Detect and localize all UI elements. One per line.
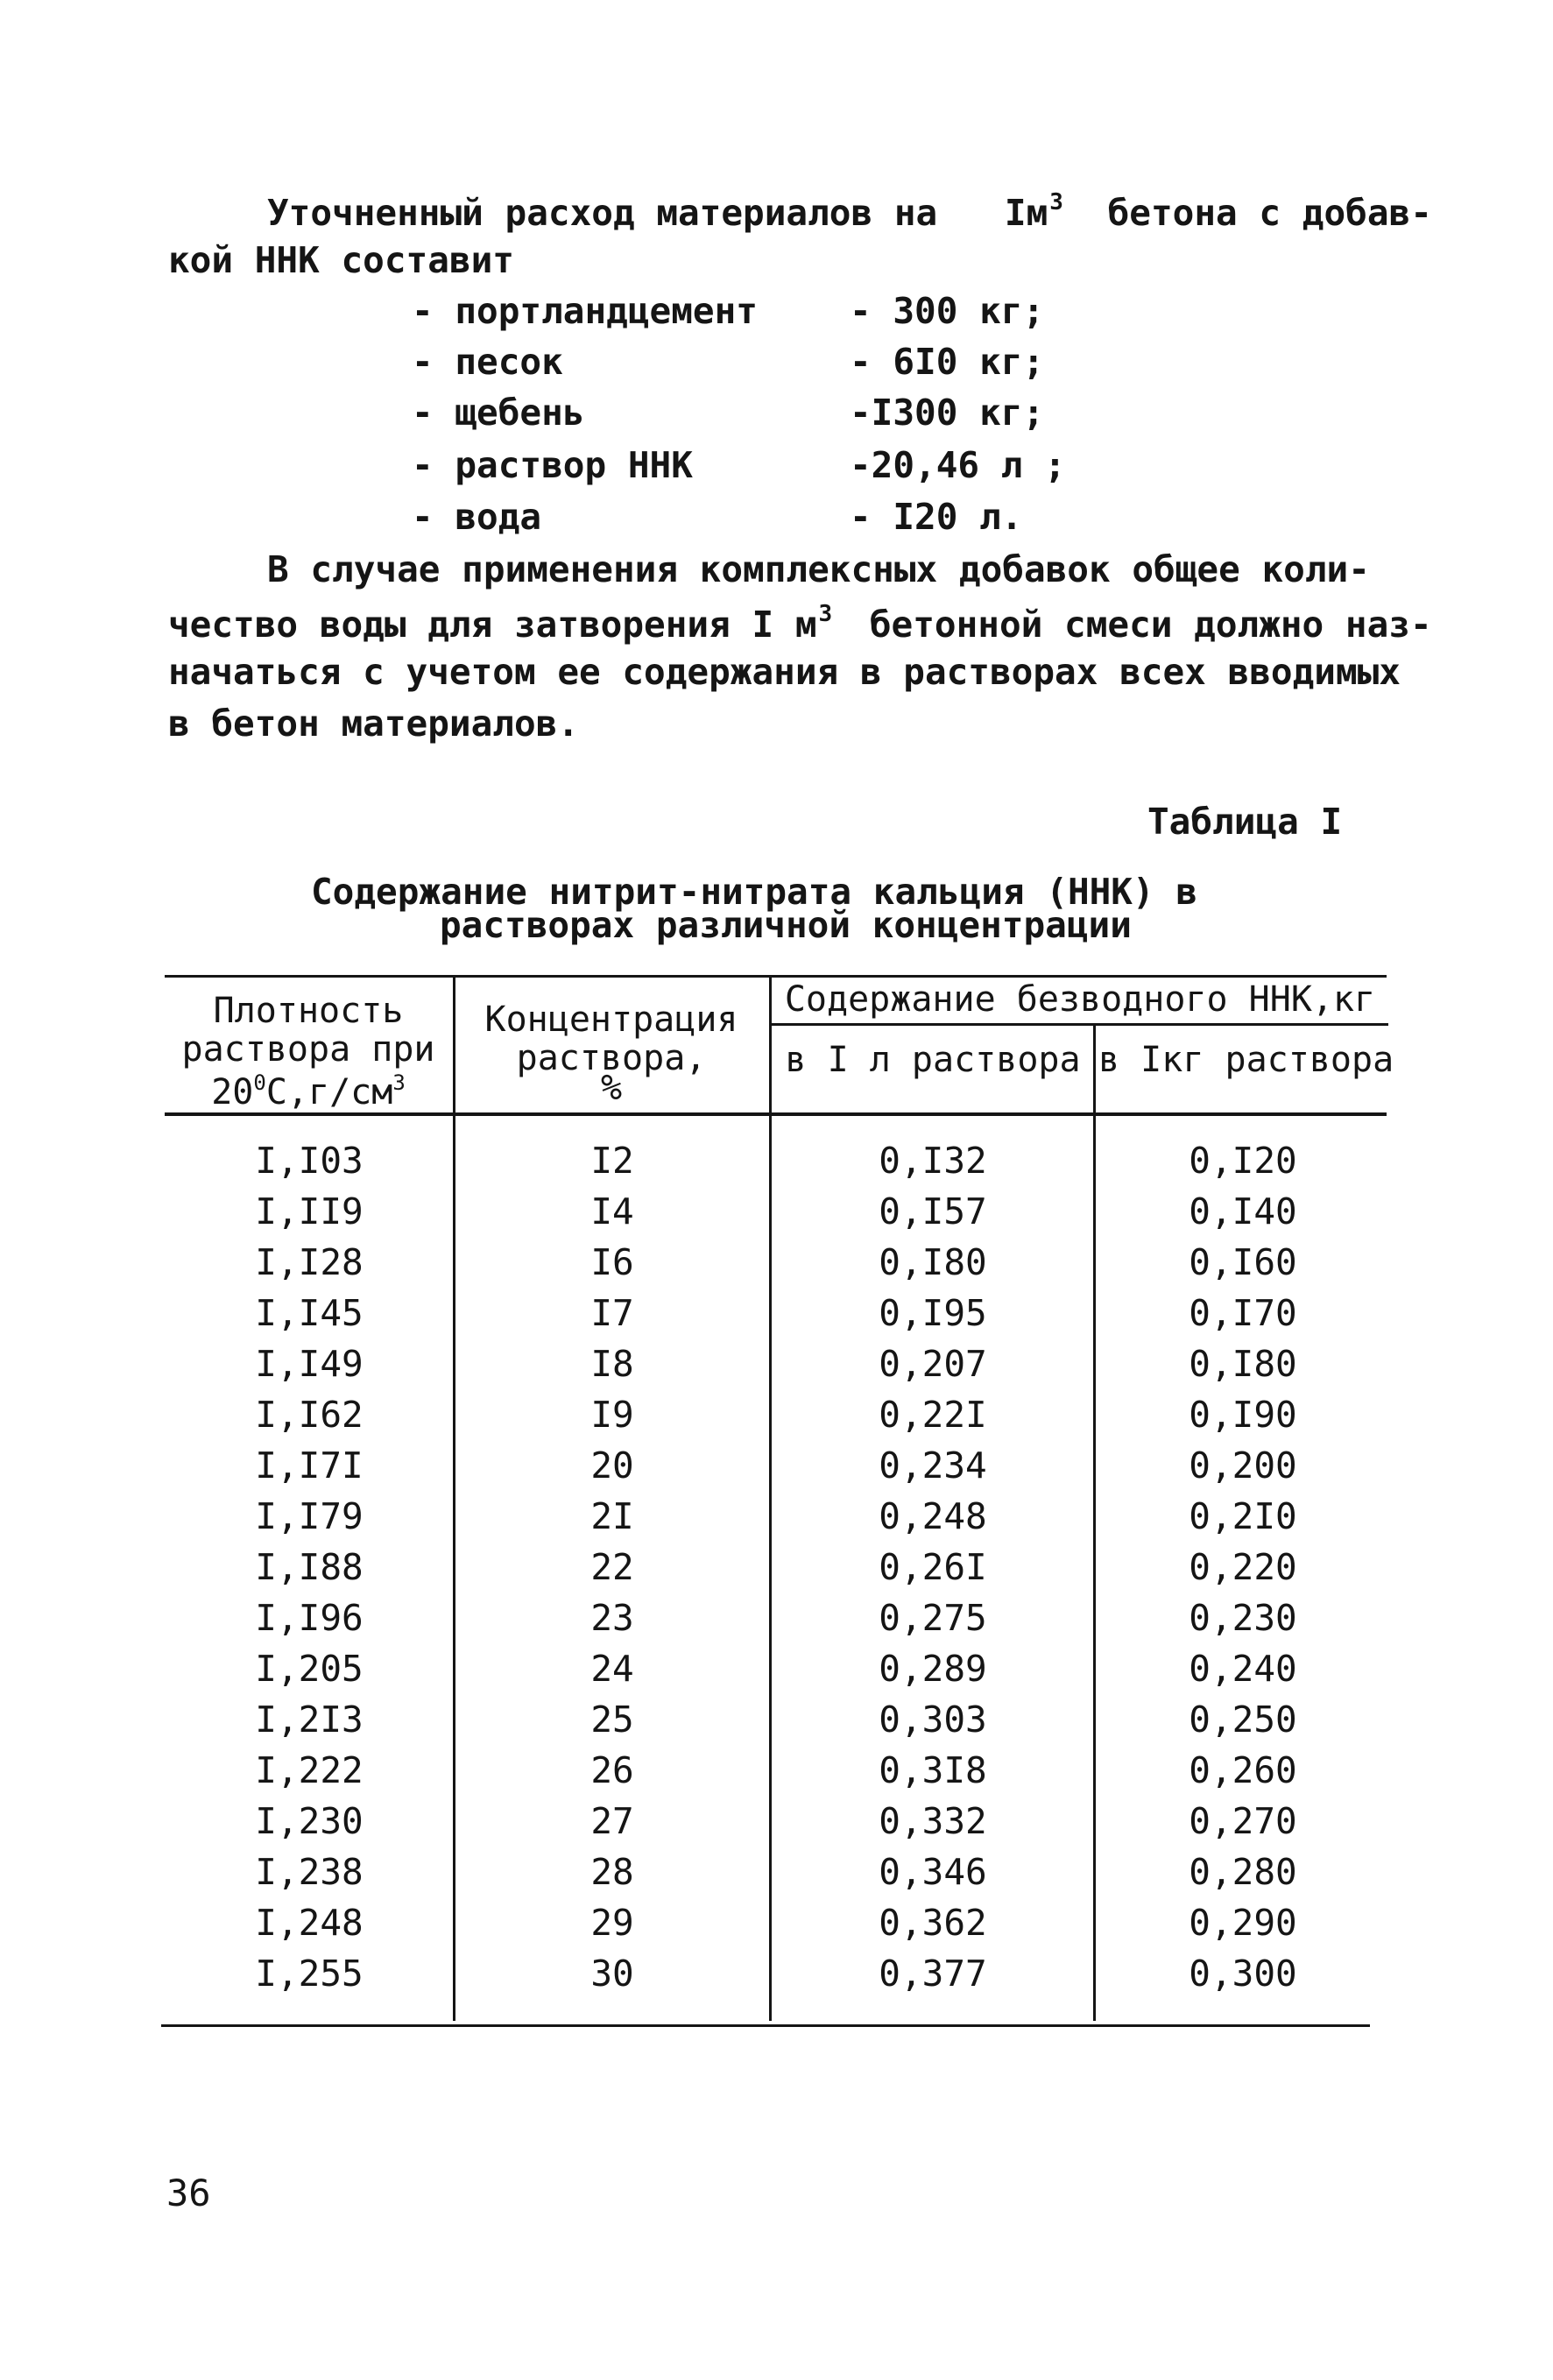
- cell-per-litre: 0,I32: [879, 1140, 987, 1182]
- cell-density: I,238: [255, 1851, 364, 1893]
- cell-concentration: I6: [590, 1241, 634, 1283]
- cell-density: I,2I3: [255, 1698, 364, 1741]
- table-column-divider: [453, 975, 455, 2021]
- intro-line-1: [267, 189, 1432, 234]
- cell-per-kg: 0,I60: [1189, 1241, 1297, 1283]
- cell-per-kg: 0,300: [1189, 1953, 1297, 1995]
- cell-density: I,I88: [255, 1546, 364, 1588]
- cell-per-litre: 0,234: [879, 1444, 987, 1487]
- header-per-kg: в Iкг раствора: [1098, 1040, 1394, 1080]
- intro-line-1-text: Уточненный расход материалов на: [267, 192, 938, 234]
- cell-per-kg: 0,220: [1189, 1546, 1297, 1588]
- table-column-divider: [769, 975, 772, 2021]
- header-concentration-unit: %: [600, 1068, 623, 1108]
- cell-density: I,I03: [255, 1140, 364, 1182]
- material-name: - песок: [412, 341, 563, 383]
- material-name: - раствор ННК: [412, 444, 693, 486]
- table-subheader-rule: [771, 1023, 1388, 1026]
- header-concentration-line-2: раствора,: [516, 1038, 707, 1078]
- header-density-unit: С,г/см: [265, 1072, 393, 1112]
- cell-density: I,230: [255, 1800, 364, 1842]
- cell-per-litre: 0,346: [879, 1851, 987, 1893]
- cell-density: I,I45: [255, 1292, 364, 1334]
- material-amount: -20,46 л ;: [850, 444, 1066, 486]
- cell-density: I,I7I: [255, 1444, 364, 1487]
- cell-per-kg: 0,I70: [1189, 1292, 1297, 1334]
- material-amount: - 300 кг;: [850, 290, 1045, 332]
- cell-per-kg: 0,270: [1189, 1800, 1297, 1842]
- cell-per-litre: 0,22I: [879, 1394, 987, 1436]
- cell-per-litre: 0,248: [879, 1495, 987, 1537]
- header-density-exponent: 3: [392, 1070, 406, 1095]
- cell-concentration: 29: [590, 1902, 634, 1944]
- paragraph-exponent: 3: [818, 601, 833, 627]
- cell-density: I,I49: [255, 1343, 364, 1385]
- header-concentration-line-1: Концентрация: [484, 999, 738, 1040]
- cell-per-kg: 0,250: [1189, 1698, 1297, 1741]
- page-number: 36: [166, 2172, 211, 2214]
- intro-line-2: кой ННК составит: [168, 239, 514, 281]
- cell-per-litre: 0,275: [879, 1597, 987, 1639]
- cell-concentration: I2: [590, 1140, 634, 1182]
- header-density-line-2: раствора при: [181, 1029, 435, 1070]
- paragraph-line-4: в бетон материалов.: [168, 703, 579, 745]
- cell-per-litre: 0,I80: [879, 1241, 987, 1283]
- cell-density: I,255: [255, 1953, 364, 1995]
- table-label: Таблица I: [1147, 801, 1343, 843]
- cell-per-kg: 0,I40: [1189, 1190, 1297, 1232]
- cell-density: I,I79: [255, 1495, 364, 1537]
- cell-concentration: 30: [590, 1953, 634, 1995]
- cell-density: I,I96: [255, 1597, 364, 1639]
- cell-per-litre: 0,3I8: [879, 1749, 987, 1791]
- cell-per-kg: 0,280: [1189, 1851, 1297, 1893]
- cell-density: I,II9: [255, 1190, 364, 1232]
- paragraph-line-3: начаться с учетом ее содержания в растворах всех вводимых: [168, 651, 1401, 693]
- intro-unit-exponent: 3: [1049, 189, 1063, 215]
- material-name: - вода: [412, 496, 542, 538]
- cell-per-kg: 0,200: [1189, 1444, 1297, 1487]
- cell-concentration: I9: [590, 1394, 634, 1436]
- cell-per-kg: 0,240: [1189, 1648, 1297, 1690]
- cell-per-litre: 0,I95: [879, 1292, 987, 1334]
- table-bottom-rule: [161, 2024, 1370, 2027]
- header-per-litre: в I л раствора: [785, 1040, 1081, 1080]
- cell-per-litre: 0,289: [879, 1648, 987, 1690]
- cell-per-litre: 0,207: [879, 1343, 987, 1385]
- header-density-temp: 20: [211, 1072, 254, 1112]
- material-name: - щебень: [412, 392, 585, 434]
- cell-concentration: 23: [590, 1597, 634, 1639]
- intro-unit: Iм: [1004, 192, 1048, 234]
- cell-per-kg: 0,290: [1189, 1902, 1297, 1944]
- cell-per-litre: 0,377: [879, 1953, 987, 1995]
- paragraph-line-2: [168, 601, 1432, 646]
- cell-per-kg: 0,I90: [1189, 1394, 1297, 1436]
- paragraph-line-2-text: чество воды для затворения I м: [168, 604, 817, 646]
- cell-per-kg: 0,2I0: [1189, 1495, 1297, 1537]
- material-amount: - I20 л.: [850, 496, 1023, 538]
- cell-per-litre: 0,I57: [879, 1190, 987, 1232]
- table-top-rule: [165, 975, 1387, 978]
- cell-per-litre: 0,26I: [879, 1546, 987, 1588]
- paragraph-line-2-end: бетонной смеси должно наз-: [869, 604, 1432, 646]
- cell-concentration: 20: [590, 1444, 634, 1487]
- cell-per-litre: 0,332: [879, 1800, 987, 1842]
- cell-per-kg: 0,I20: [1189, 1140, 1297, 1182]
- header-density-line-3: [168, 1072, 448, 1110]
- material-name: - портландцемент: [412, 290, 758, 332]
- cell-concentration: I7: [590, 1292, 634, 1334]
- degree-icon: 0: [253, 1070, 266, 1095]
- cell-per-kg: 0,260: [1189, 1749, 1297, 1791]
- cell-concentration: I8: [590, 1343, 634, 1385]
- intro-line-1-end: бетона с добав-: [1107, 192, 1432, 234]
- cell-per-litre: 0,303: [879, 1698, 987, 1741]
- cell-density: I,222: [255, 1749, 364, 1791]
- material-amount: - 6I0 кг;: [850, 341, 1045, 383]
- cell-density: I,I62: [255, 1394, 364, 1436]
- cell-per-litre: 0,362: [879, 1902, 987, 1944]
- cell-concentration: 27: [590, 1800, 634, 1842]
- cell-per-kg: 0,I80: [1189, 1343, 1297, 1385]
- cell-concentration: 28: [590, 1851, 634, 1893]
- cell-density: I,248: [255, 1902, 364, 1944]
- cell-concentration: I4: [590, 1190, 634, 1232]
- cell-per-kg: 0,230: [1189, 1597, 1297, 1639]
- table-header-rule: [165, 1112, 1387, 1116]
- cell-concentration: 22: [590, 1546, 634, 1588]
- cell-density: I,205: [255, 1648, 364, 1690]
- table-title-line-2: растворах различной концентрации: [440, 904, 1132, 946]
- cell-concentration: 26: [590, 1749, 634, 1791]
- paragraph-line-1: В случае применения комплексных добавок общее коли-: [267, 548, 1370, 590]
- header-content-group: Содержание безводного ННК,кг: [784, 979, 1376, 1020]
- cell-density: I,I28: [255, 1241, 364, 1283]
- cell-concentration: 2I: [590, 1495, 634, 1537]
- cell-concentration: 24: [590, 1648, 634, 1690]
- table-column-divider: [1093, 1023, 1096, 2021]
- material-amount: -I300 кг;: [850, 392, 1045, 434]
- table-title-line-1: Содержание нитрит-нитрата кальция (ННК) в: [311, 871, 1198, 913]
- header-density-line-1: Плотность: [213, 991, 404, 1031]
- cell-concentration: 25: [590, 1698, 634, 1741]
